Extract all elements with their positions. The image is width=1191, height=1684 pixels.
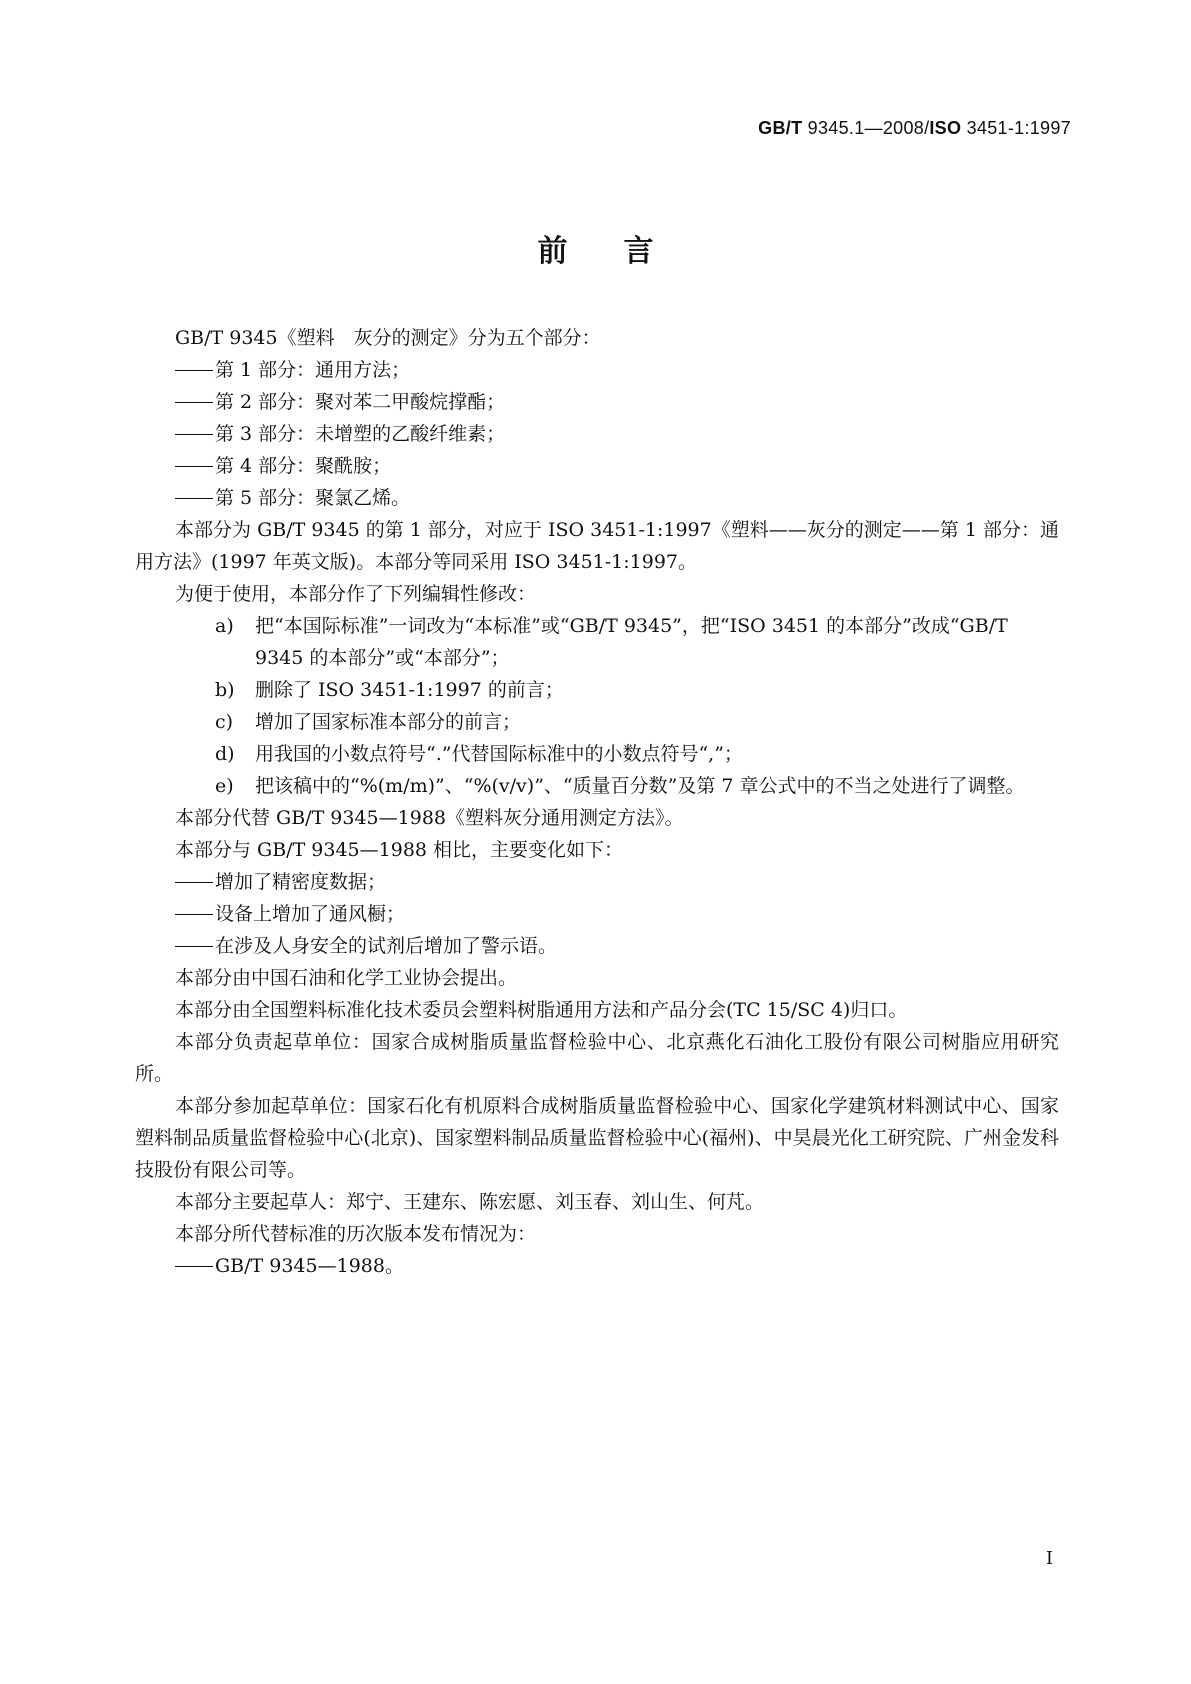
intro-paragraph: GB/T 9345《塑料 灰分的测定》分为五个部分： [175, 327, 601, 349]
part-list-item: 第 1 部分：通用方法； [135, 354, 1059, 386]
part-list-item: 第 4 部分：聚酰胺； [135, 450, 1059, 482]
history-list-item: GB/T 9345—1988。 [135, 1250, 1059, 1282]
standard-code-number: 9345.1—2008/ [802, 118, 930, 138]
replaces-paragraph: 本部分代替 GB/T 9345—1988《塑料灰分通用测定方法》。 [175, 807, 684, 829]
history-intro-paragraph: 本部分所代替标准的历次版本发布情况为： [175, 1223, 537, 1245]
drafters-paragraph: 本部分主要起草人：郑宁、王建东、陈宏愿、刘玉春、刘山生、何芃。 [175, 1191, 765, 1213]
part-list-item: 第 2 部分：聚对苯二甲酸烷撑酯； [135, 386, 1059, 418]
page-title: 前言 [537, 234, 710, 269]
standard-code-iso-number: 3451-1:1997 [961, 118, 1071, 138]
drafting-unit-paragraph: 本部分负责起草单位：国家合成树脂质量监督检验中心、北京燕化石油化工股份有限公司树脂应用研究所。 [135, 1031, 1059, 1085]
edit-list-item: c) 增加了国家标准本部分的前言； [215, 711, 522, 733]
page-number: I [1045, 1548, 1053, 1569]
part-list-item: 第 5 部分：聚氯乙烯。 [135, 482, 1059, 514]
edit-list-item: d) 用我国的小数点符号“.”代替国际标准中的小数点符号“,”； [215, 743, 743, 765]
edits-intro-paragraph: 为便于使用，本部分作了下列编辑性修改： [175, 583, 537, 605]
standard-code-iso: ISO [929, 118, 962, 138]
changes-intro-paragraph: 本部分与 GB/T 9345—1988 相比，主要变化如下： [175, 839, 624, 861]
standard-code [758, 118, 1071, 139]
edit-list-item: a) 把“本国际标准”一词改为“本标准”或“GB/T 9345”，把“ISO 3451 的本部分”改成“GB/T 9345 的本部分”或“本部分”； [215, 615, 1008, 669]
foreword-body [135, 322, 1059, 1282]
part-list-item: 第 3 部分：未增塑的乙酸纤维素； [135, 418, 1059, 450]
change-list-item: 增加了精密度数据； [135, 866, 1059, 898]
edit-list-item: e) 把该稿中的“%(m/m)”、“%(v/v)”、“质量百分数”及第 7 章公式中的不当之处进行了调整。 [215, 775, 1025, 797]
change-list-item: 在涉及人身安全的试剂后增加了警示语。 [135, 930, 1059, 962]
participating-unit-paragraph: 本部分参加起草单位：国家石化有机原料合成树脂质量监督检验中心、国家化学建筑材料测试中心、国家塑料制品质量监督检验中心(北京)、国家塑料制品质量监督检验中心(福州)、中昊晨光化工研究院、广州金发科技股份有限公司等。 [135, 1095, 1059, 1181]
correspondence-paragraph: 本部分为 GB/T 9345 的第 1 部分，对应于 ISO 3451-1:1997《塑料——灰分的测定——第 1 部分：通用方法》(1997 年英文版)。本部分等同采用 ISO 3451-1:1997。 [135, 519, 1059, 573]
standard-code-gbt: GB/T [758, 118, 803, 138]
change-list-item: 设备上增加了通风橱； [135, 898, 1059, 930]
edit-list-item: b) 删除了 ISO 3451-1:1997 的前言； [215, 679, 564, 701]
proposed-paragraph: 本部分由中国石油和化学工业协会提出。 [175, 967, 518, 989]
centralized-paragraph: 本部分由全国塑料标准化技术委员会塑料树脂通用方法和产品分会(TC 15/SC 4)归口。 [175, 999, 908, 1021]
